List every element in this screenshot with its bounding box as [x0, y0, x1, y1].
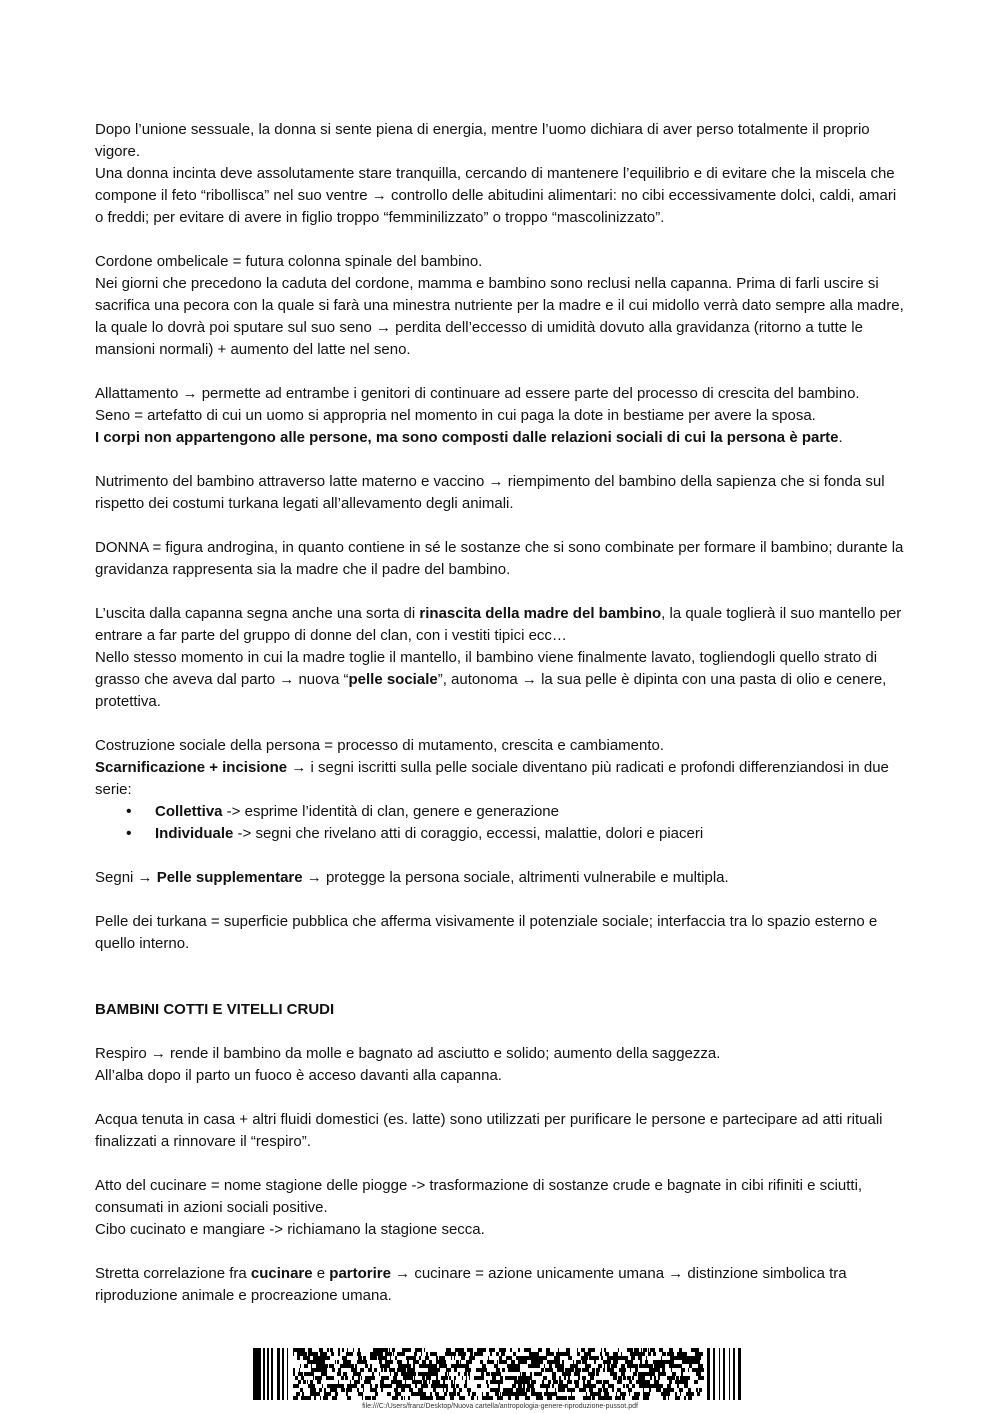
paragraph: All’alba dopo il parto un fuoco è acceso davanti alla capanna.: [95, 1067, 502, 1084]
barcode: [253, 1348, 741, 1400]
paragraph: Cibo cucinato e mangiare -> richiamano la stagione secca.: [95, 1221, 485, 1238]
paragraph: Nutrimento del bambino attraverso latte materno e vaccino → riempimento del bambino della sapienza che si fonda sul rispetto dei costumi turkana legati all’allevamento degli animali.: [95, 473, 885, 512]
paragraph: L’uscita dalla capanna segna anche una sorta di rinascita della madre del bambino, la quale toglierà il suo mantello per entrare a far parte del gruppo di donne del clan, con i vestiti tipici ecc…: [95, 605, 902, 644]
paragraph: DONNA = figura androgina, in quanto contiene in sé le sostanze che si sono combinate per formare il bambino; durante la gravidanza rappresenta sia la madre che il padre del bambino.: [95, 539, 904, 578]
bold-text: I corpi non appartengono alle persone, ma sono composti dalle relazioni sociali di cui la persona è parte: [95, 429, 839, 446]
paragraph: Nello stesso momento in cui la madre toglie il mantello, il bambino viene finalmente lavato, togliendogli quello strato di grasso che aveva dal parto → nuova “pelle sociale”, autonoma → la sua pelle è dipinta con una pasta di olio e cenere, protettiva.: [95, 649, 887, 710]
paragraph: Una donna incinta deve assolutamente stare tranquilla, cercando di mantenere l’equilibrio e di evitare che la miscela che compone il feto “ribollisca” nel suo ventre → controllo delle abitudini alimentari: no cibi eccessivamente dolci, caldi, amari o freddi; per evitare di avere in figlio troppo “femminilizzato” o troppo “mascolinizzato”.: [95, 165, 897, 226]
list-item: • Individuale -> segni che rivelano atti di coraggio, eccessi, malattie, dolori e piaceri: [95, 823, 905, 845]
bold-text: cucinare: [250, 1265, 313, 1282]
list-item: • Collettiva -> esprime l’identità di clan, genere e generazione: [95, 801, 905, 823]
paragraph: Pelle dei turkana = superficie pubblica che afferma visivamente il potenziale sociale; interfaccia tra lo spazio esterno e quello interno.: [95, 913, 878, 952]
bold-text: pelle sociale: [348, 671, 438, 688]
section-heading: BAMBINI COTTI E VITELLI CRUDI: [95, 1001, 335, 1018]
bold-text: Scarnificazione + incisione: [95, 759, 288, 776]
paragraph: I corpi non appartengono alle persone, ma sono composti dalle relazioni sociali di cui la persona è parte.: [95, 429, 843, 446]
paragraph: Scarnificazione + incisione → i segni iscritti sulla pelle sociale diventano più radicati e profondi differenziandosi in due serie:: [95, 759, 889, 798]
file-path: file:///C:/Users/franz/Desktop/Nuova cartella/antropologia-genere-riproduzione-pussot.pdf: [362, 1403, 638, 1410]
bold-text: partorire: [329, 1265, 391, 1282]
paragraph: Stretta correlazione fra cucinare e partorire → cucinare = azione unicamente umana → distinzione simbolica tra riproduzione animale e procreazione umana.: [95, 1265, 847, 1304]
paragraph: Costruzione sociale della persona = processo di mutamento, crescita e cambiamento.: [95, 737, 665, 754]
paragraph: Dopo l’unione sessuale, la donna si sente piena di energia, mentre l’uomo dichiara di aver perso totalmente il proprio vigore.: [95, 121, 870, 160]
paragraph: Atto del cucinare = nome stagione delle piogge -> trasformazione di sostanze crude e bagnate in cibi rifiniti e sciutti, consumati in azioni sociali positive.: [95, 1177, 863, 1216]
bold-text: rinascita della madre del bambino: [419, 605, 662, 622]
bold-text: Pelle supplementare: [156, 869, 303, 886]
paragraph: Acqua tenuta in casa + altri fluidi domestici (es. latte) sono utilizzati per purificare le persone e partecipare ad atti rituali finalizzati a rinnovare il “respiro”.: [95, 1111, 883, 1150]
bullet-list: [95, 801, 905, 845]
paragraph: Segni → Pelle supplementare → protegge la persona sociale, altrimenti vulnerabile e multipla.: [95, 869, 729, 886]
document-body: [95, 119, 905, 1307]
paragraph: Respiro → rende il bambino da molle e bagnato ad asciutto e solido; aumento della saggezza.: [95, 1045, 721, 1062]
paragraph: Cordone ombelicale = futura colonna spinale del bambino.: [95, 253, 483, 270]
paragraph: Allattamento → permette ad entrambe i genitori di continuare ad essere parte del processo di crescita del bambino.: [95, 385, 860, 402]
paragraph: Seno = artefatto di cui un uomo si appropria nel momento in cui paga la dote in bestiame per avere la sposa.: [95, 407, 816, 424]
paragraph: Nei giorni che precedono la caduta del cordone, mamma e bambino sono reclusi nella capanna. Prima di farli uscire si sacrifica una pecora con la quale si farà una minestra nutriente per la madre e il cui midollo verrà dato sempre alla madre, la quale lo dovrà poi sputare sul suo seno → perdita dell’eccesso di umidità dovuto alla gravidanza (ritorno a tutte le mansioni normali) + aumento del latte nel seno.: [95, 275, 904, 358]
